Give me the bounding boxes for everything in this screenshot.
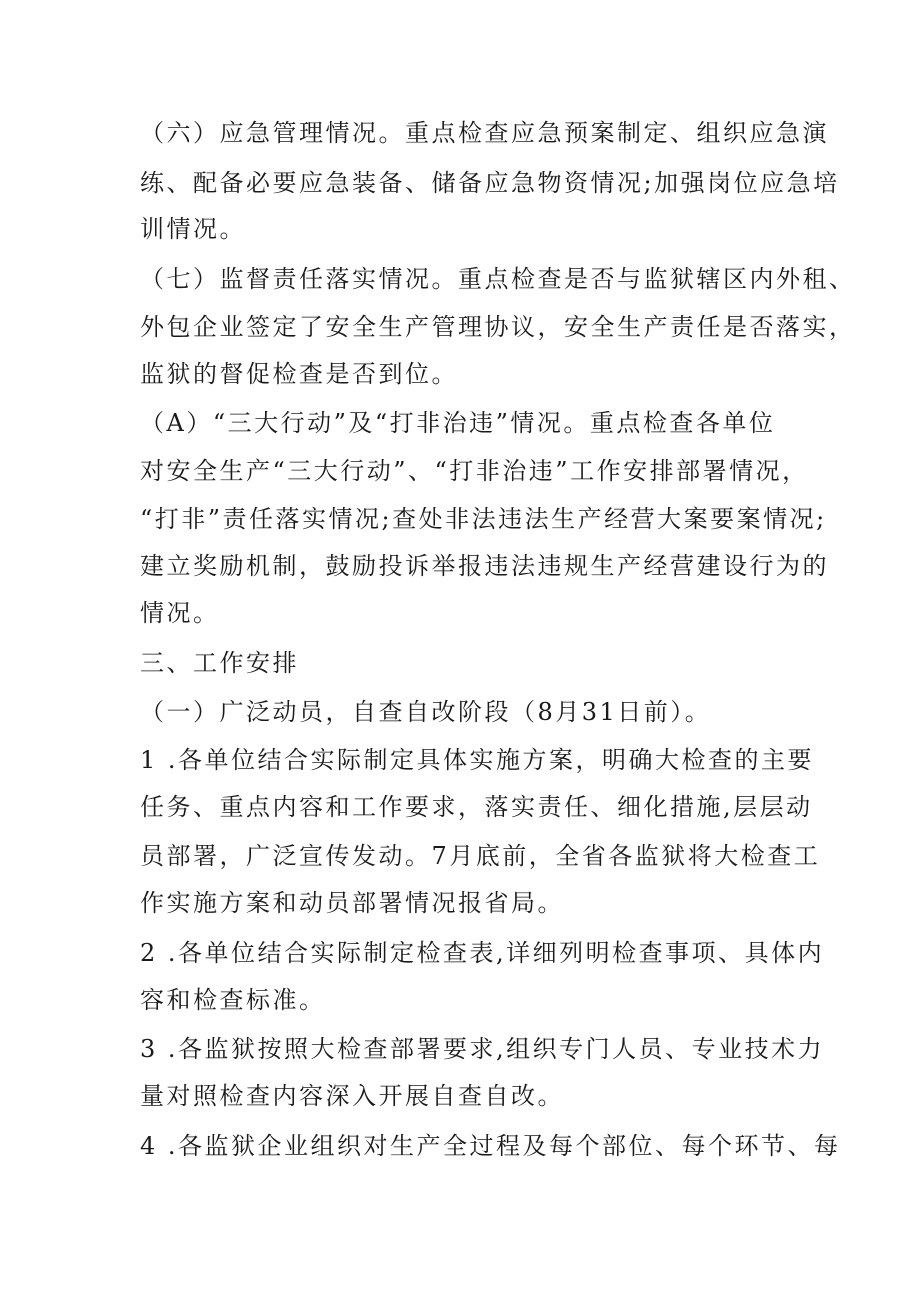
paragraph-line: 员部署，广泛宣传发动。7月底前，全省各监狱将大检查工 [140,842,821,870]
paragraph-line: 建立奖励机制，鼓励投诉举报违法违规生产经营建设行为的 [140,552,829,580]
paragraph-line: 1 .各单位结合实际制定具体实施方案，明确大检查的主要 [140,746,815,774]
paragraph-line: 监狱的督促检查是否到位。 [140,360,458,388]
paragraph-line: 2 .各单位结合实际制定检查表,详细列明检查事项、具体内 [140,939,825,967]
paragraph-line: 4 .各监狱企业组织对生产全过程及每个部位、每个环节、每 [140,1132,841,1160]
paragraph-line: 情况。 [140,599,220,627]
paragraph-line: 作实施方案和动员部署情况报省局。 [140,889,564,917]
paragraph-line: （A）“三大行动”及“打非治违”情况。重点检查各单位 [140,409,776,437]
paragraph-line: 容和检查标准。 [140,986,326,1014]
paragraph-line: 量对照检查内容深入开展自查自改。 [140,1082,564,1110]
paragraph-line: 任务、重点内容和工作要求，落实责任、细化措施,层层动 [140,793,813,821]
paragraph-line: 外包企业签定了安全生产管理协议，安全生产责任是否落实， [140,313,856,341]
paragraph-line: （一）广泛动员，自查自改阶段（8月31日前）。 [140,698,712,726]
paragraph-line: （六）应急管理情况。重点检查应急预案制定、组织应急演 [140,119,829,147]
section-heading: 三、工作安排 [140,649,299,677]
paragraph-line: 3 .各监狱按照大检查部署要求,组织专门人员、专业技术力 [140,1035,825,1063]
paragraph-line: 训情况。 [140,215,246,243]
paragraph-line: 对安全生产“三大行动”、“打非治违”工作安排部署情况， [140,457,809,485]
paragraph-line: （七）监督责任落实情况。重点检查是否与监狱辖区内外租、 [140,265,856,293]
paragraph-line: 练、配备必要应急装备、储备应急物资情况;加强岗位应急培 [140,169,840,197]
paragraph-line: “打非”责任落实情况;查处非法违法生产经营大案要案情况; [140,505,827,533]
